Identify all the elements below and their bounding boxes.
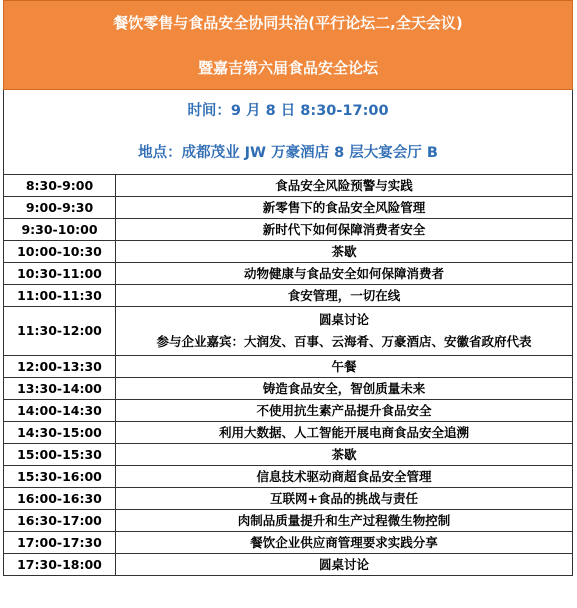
time-slot: 12:00-13:30	[4, 356, 116, 378]
session-topic: 信息技术驱动商超食品安全管理	[116, 466, 573, 488]
time-slot: 9:30-10:00	[4, 219, 116, 241]
session-topic: 互联网+食品的挑战与责任	[116, 488, 573, 510]
table-row	[4, 378, 573, 400]
session-topic: 午餐	[116, 356, 573, 378]
time-slot: 14:30-15:00	[4, 422, 116, 444]
time-slot: 11:30-12:00	[4, 307, 116, 356]
table-row	[4, 466, 573, 488]
session-topic: 食安管理，一切在线	[116, 285, 573, 307]
session-topic	[116, 307, 573, 356]
table-row	[4, 488, 573, 510]
table-row	[4, 285, 573, 307]
agenda-document	[3, 0, 573, 606]
session-topic: 新时代下如何保障消费者安全	[116, 219, 573, 241]
time-slot: 17:00-17:30	[4, 532, 116, 554]
table-row	[4, 356, 573, 378]
session-topic: 茶歇	[116, 444, 573, 466]
time-slot: 8:30-9:00	[4, 175, 116, 197]
session-title: 圆桌讨论	[318, 312, 369, 327]
time-slot: 13:30-14:00	[4, 378, 116, 400]
session-topic: 圆桌讨论	[116, 554, 573, 576]
table-row	[4, 400, 573, 422]
table-row	[4, 554, 573, 576]
schedule-table	[3, 174, 573, 576]
table-row	[4, 444, 573, 466]
time-slot: 16:30-17:00	[4, 510, 116, 532]
session-topic: 新零售下的食品安全风险管理	[116, 197, 573, 219]
table-row	[4, 510, 573, 532]
forum-title: 餐饮零售与食品安全协同共治(平行论坛二,全天会议)	[113, 14, 463, 32]
time-slot: 14:00-14:30	[4, 400, 116, 422]
time-slot: 11:00-11:30	[4, 285, 116, 307]
table-row	[4, 197, 573, 219]
event-info	[3, 90, 573, 174]
event-location: 地点：成都茂业 JW 万豪酒店 8 层大宴会厅 B	[138, 145, 438, 161]
table-row	[4, 241, 573, 263]
table-row	[4, 219, 573, 241]
session-topic: 不使用抗生素产品提升食品安全	[116, 400, 573, 422]
session-topic: 铸造食品安全，智创质量未来	[116, 378, 573, 400]
table-row	[4, 532, 573, 554]
table-row	[4, 307, 573, 356]
time-slot: 15:00-15:30	[4, 444, 116, 466]
time-slot: 10:30-11:00	[4, 263, 116, 285]
session-topic: 茶歇	[116, 241, 573, 263]
session-topic: 肉制品质量提升和生产过程微生物控制	[116, 510, 573, 532]
time-slot: 9:00-9:30	[4, 197, 116, 219]
table-row	[4, 263, 573, 285]
table-row	[4, 422, 573, 444]
forum-subtitle: 暨嘉吉第六届食品安全论坛	[197, 59, 378, 77]
session-participants: 参与企业嘉宾：大润发、百事、云海肴、万豪酒店、安徽省政府代表	[156, 334, 532, 349]
session-topic: 餐饮企业供应商管理要求实践分享	[116, 532, 573, 554]
agenda-header	[3, 0, 573, 90]
time-slot: 15:30-16:00	[4, 466, 116, 488]
time-slot: 17:30-18:00	[4, 554, 116, 576]
event-time: 时间：9 月 8 日 8:30-17:00	[187, 103, 389, 119]
time-slot: 16:00-16:30	[4, 488, 116, 510]
session-topic: 食品安全风险预警与实践	[116, 175, 573, 197]
table-row	[4, 175, 573, 197]
session-topic: 动物健康与食品安全如何保障消费者	[116, 263, 573, 285]
session-topic: 利用大数据、人工智能开展电商食品安全追溯	[116, 422, 573, 444]
time-slot: 10:00-10:30	[4, 241, 116, 263]
